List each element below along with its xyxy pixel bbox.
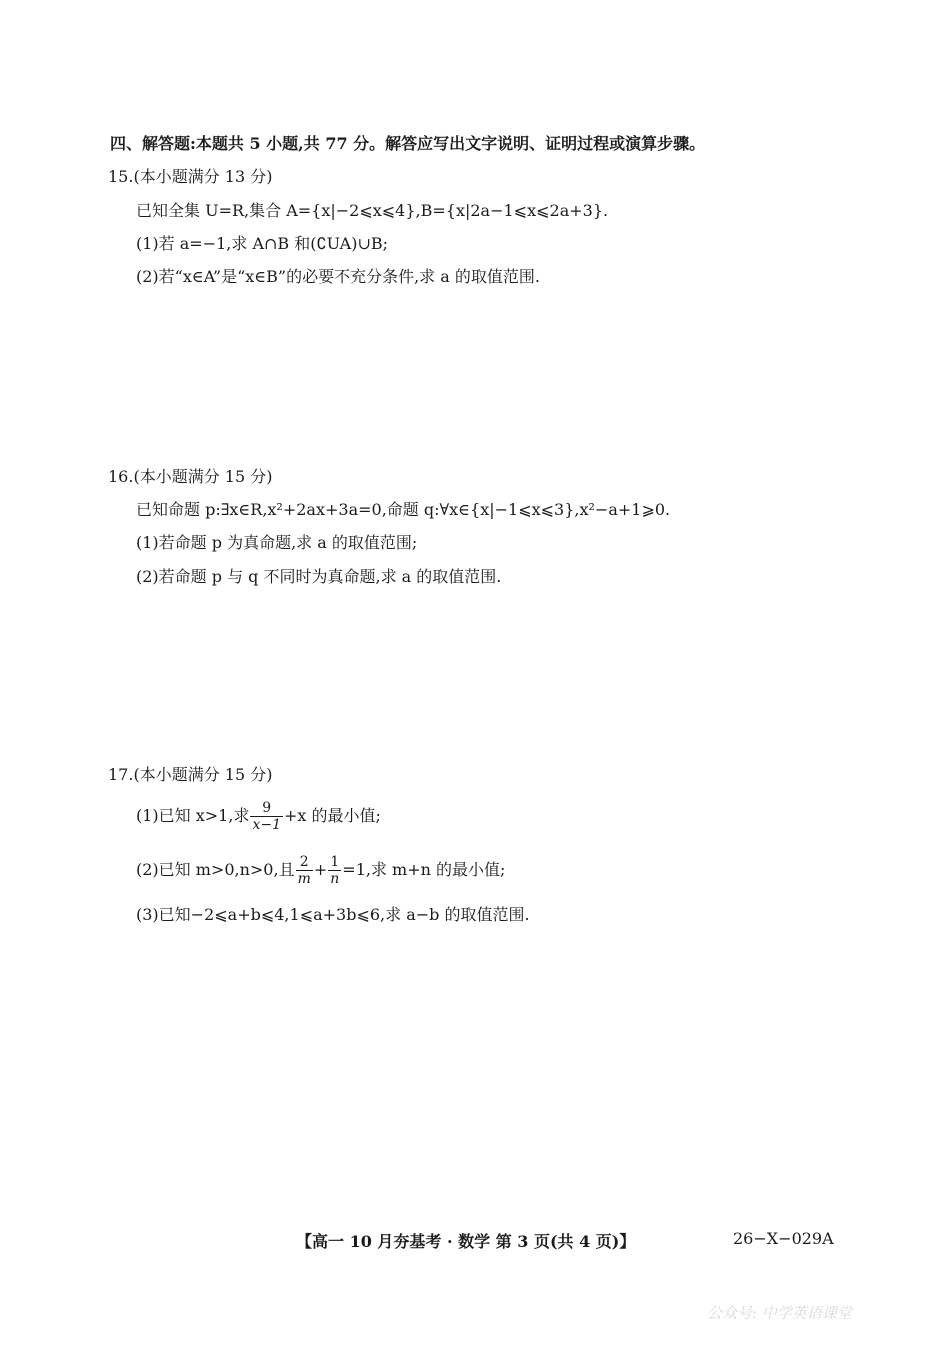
fraction-numerator: 9 [250, 800, 283, 817]
section-heading: 四、解答题:本题共 5 小题,共 77 分。解答应写出文字说明、证明过程或演算步骤。 [110, 134, 706, 153]
problem-16-part-1: (1)若命题 p 为真命题,求 a 的取值范围; [136, 533, 418, 552]
problem-15-header: 15.(本小题满分 13 分) [108, 167, 273, 186]
fraction-denominator: x−1 [252, 817, 281, 833]
part-2-text-after: =1,求 m+n 的最小值; [342, 860, 506, 879]
plus-sign: + [313, 860, 328, 879]
footer-page-info: 【高一 10 月夯基考 · 数学 第 3 页(共 4 页)】 [296, 1232, 636, 1251]
problem-16-header: 16.(本小题满分 15 分) [108, 467, 273, 486]
fraction-numerator: 1 [328, 854, 341, 871]
problem-15-stem: 已知全集 U=R,集合 A={x|−2⩽x⩽4},B={x|2a−1⩽x⩽2a+3}. [136, 201, 609, 220]
problem-15-part-1: (1)若 a=−1,求 A∩B 和(∁UA)∪B; [136, 234, 389, 253]
problem-16-stem: 已知命题 p:∃x∈R,x²+2ax+3a=0,命题 q:∀x∈{x|−1⩽x⩽3},x²−a+1⩾0. [136, 500, 671, 519]
problem-17-part-3: (3)已知−2⩽a+b⩽4,1⩽a+3b⩽6,求 a−b 的取值范围. [136, 905, 530, 924]
problem-17-part-1 [136, 800, 381, 833]
footer-exam-code: 26−X−029A [733, 1229, 834, 1248]
part-2-text-before: (2)已知 m>0,n>0,且 [136, 860, 295, 879]
fraction-9-over-x-minus-1 [250, 800, 283, 833]
problem-15-part-2: (2)若“x∈A”是“x∈B”的必要不充分条件,求 a 的取值范围. [136, 267, 540, 286]
fraction-2-over-m [296, 854, 313, 887]
fraction-1-over-n [328, 854, 341, 887]
watermark: 公众号: 中学英语课堂 [707, 1304, 852, 1322]
problem-16-part-2: (2)若命题 p 与 q 不同时为真命题,求 a 的取值范围. [136, 567, 502, 586]
fraction-denominator: n [330, 871, 340, 887]
problem-17-part-2 [136, 854, 505, 887]
part-1-text-after: +x 的最小值; [284, 806, 381, 825]
problem-17-header: 17.(本小题满分 15 分) [108, 765, 273, 784]
fraction-numerator: 2 [296, 854, 313, 871]
fraction-denominator: m [297, 871, 311, 887]
part-1-text-before: (1)已知 x>1,求 [136, 806, 250, 825]
